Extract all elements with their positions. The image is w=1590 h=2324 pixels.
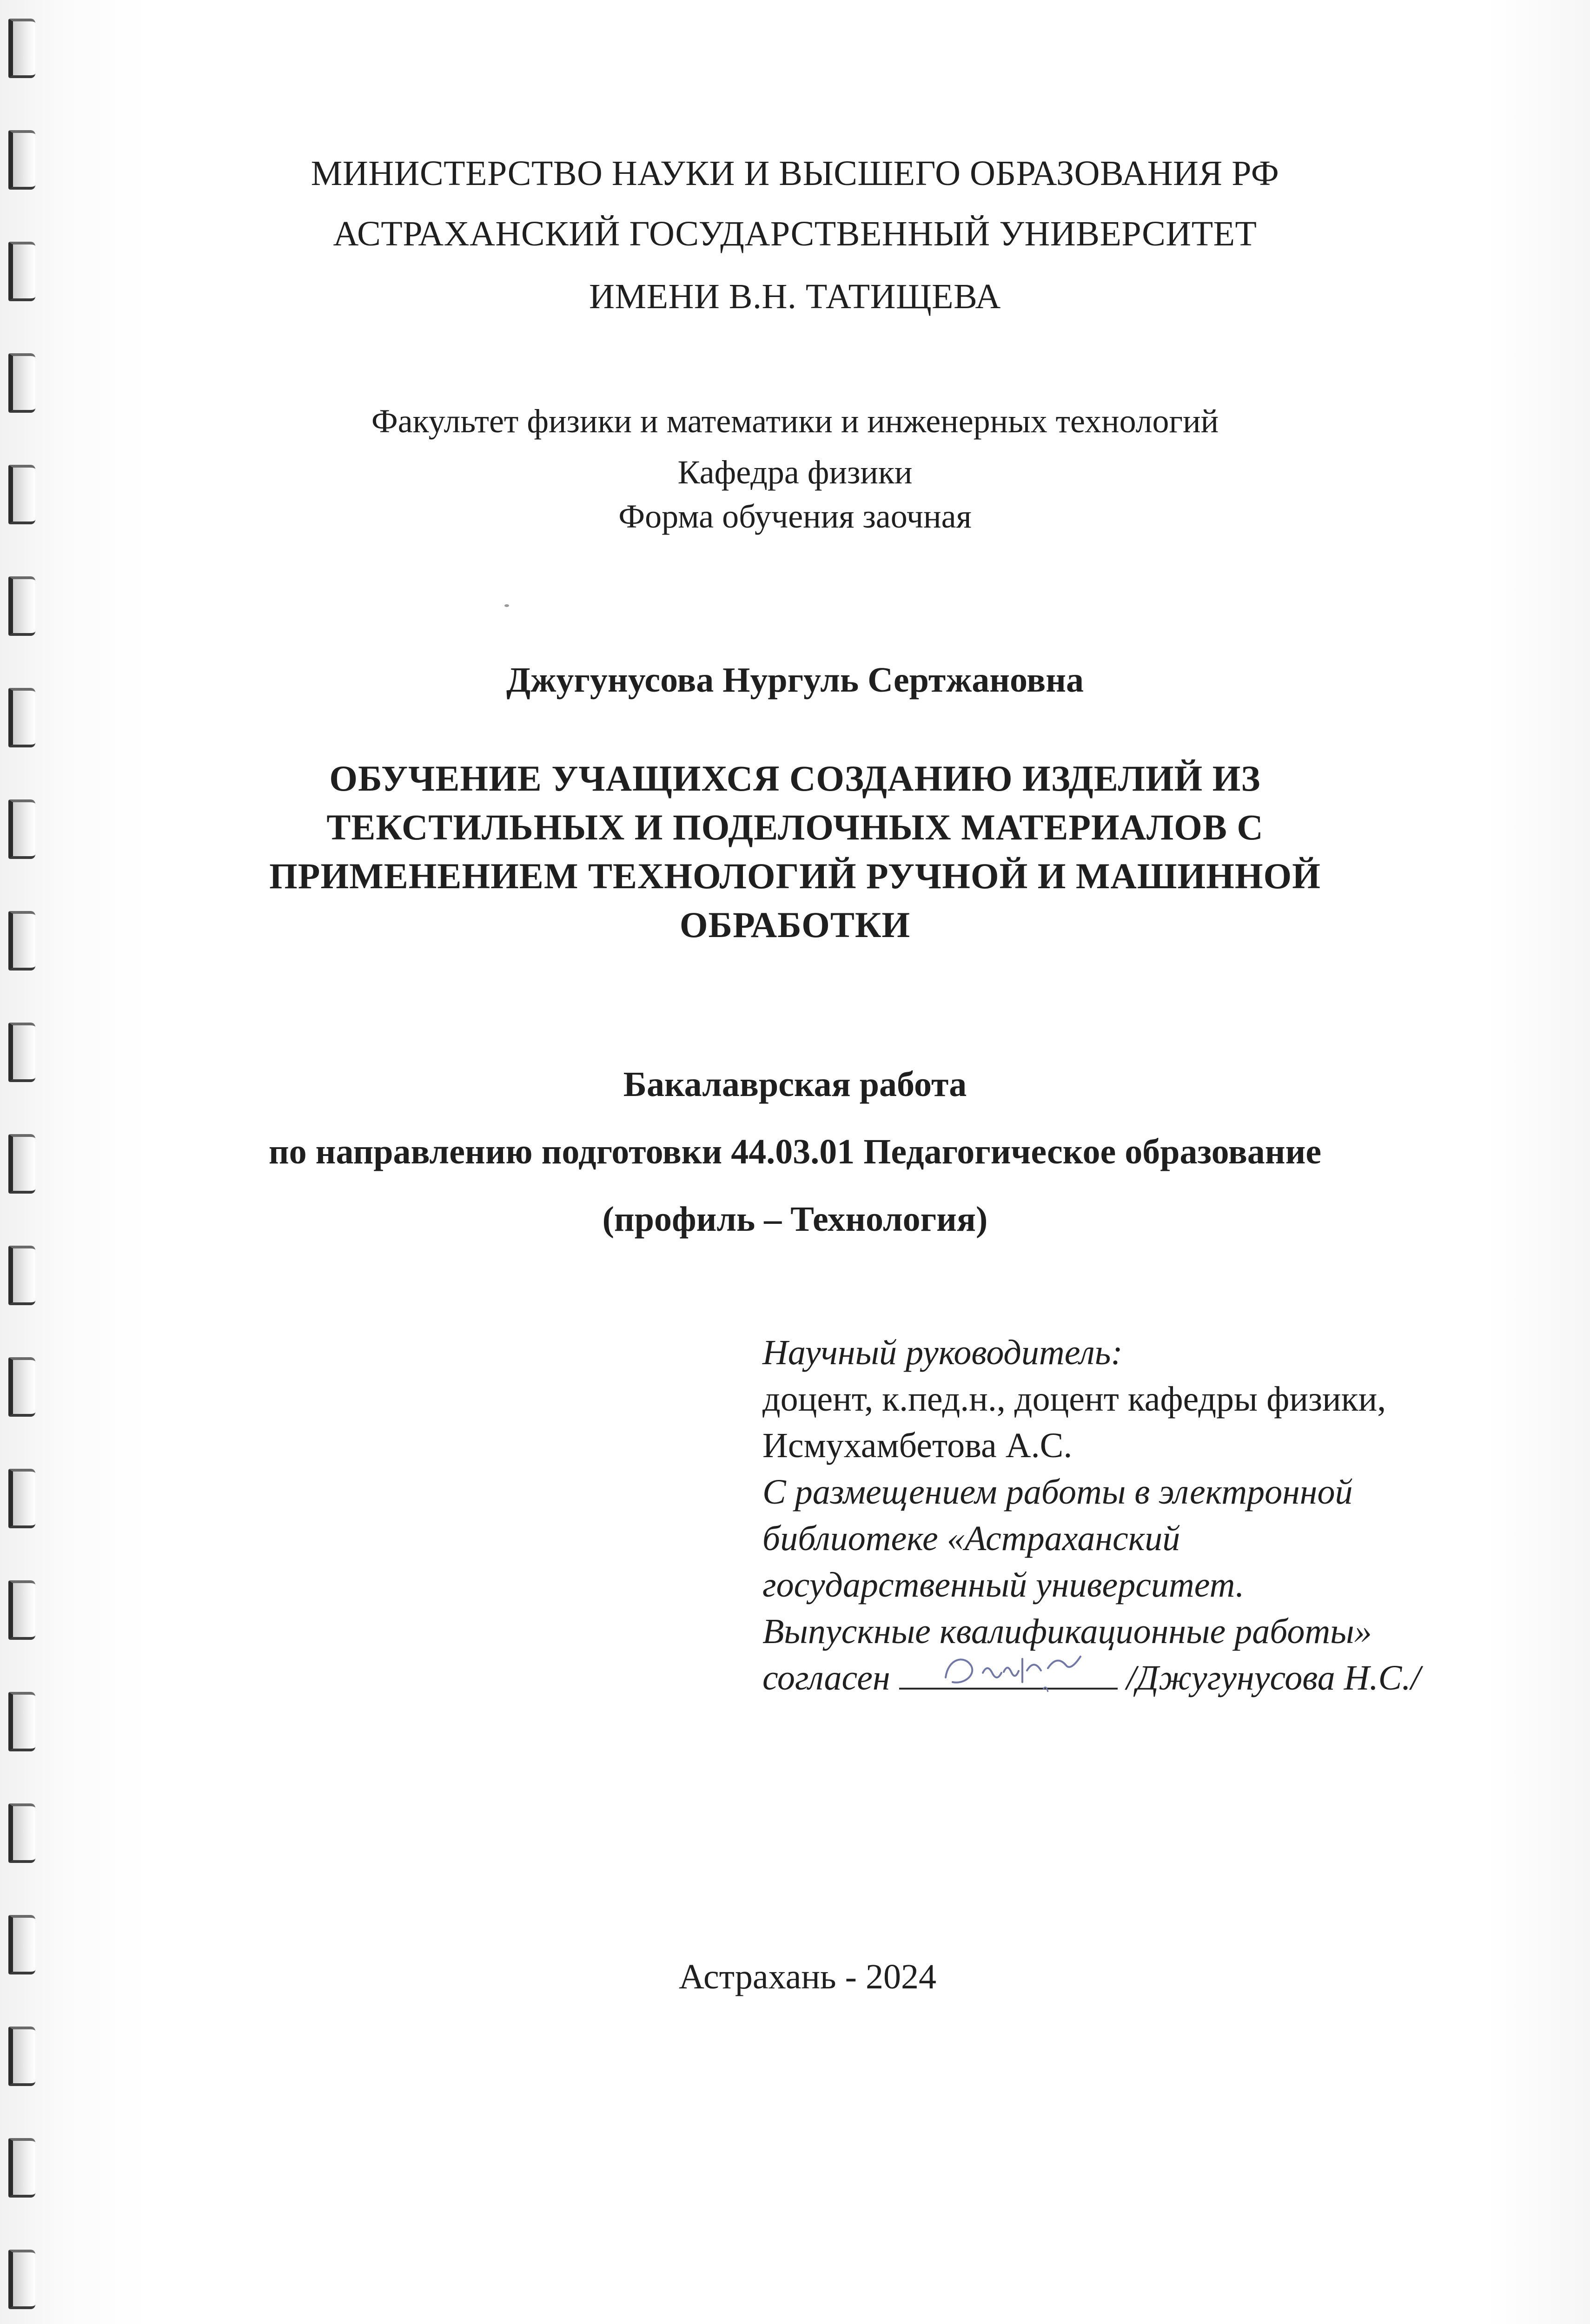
binding-ring xyxy=(8,576,35,636)
consent-line-2: библиотеке «Астраханский xyxy=(762,1519,1180,1558)
binding-ring xyxy=(8,2027,35,2086)
binding-ring xyxy=(8,19,35,78)
supervisor-position: доцент, к.пед.н., доцент кафедры физики, xyxy=(762,1380,1386,1419)
binding-ring xyxy=(8,1580,35,1640)
thesis-title-line-3: ПРИМЕНЕНИЕМ ТЕХНОЛОГИЙ РУЧНОЙ И МАШИННОЙ xyxy=(269,856,1321,896)
supervisor-name: Исмухамбетова А.С. xyxy=(762,1426,1073,1465)
ministry-line: МИНИСТЕРСТВО НАУКИ И ВЫСШЕГО ОБРАЗОВАНИЯ РФ xyxy=(311,154,1279,193)
work-profile: (профиль – Технология) xyxy=(602,1200,988,1239)
handwritten-signature xyxy=(927,1645,1094,1701)
consent-signer: /Джугунусова Н.С./ xyxy=(1126,1658,1421,1697)
binding-ring xyxy=(8,1915,35,1974)
author-name: Джугунусова Нургуль Сертжановна xyxy=(506,660,1084,700)
supervisor-block xyxy=(762,1329,1553,1701)
work-direction: по направлению подготовки 44.03.01 Педагогическое образование xyxy=(268,1132,1322,1171)
consent-line-3: государственный университет. xyxy=(762,1565,1245,1604)
study-form-line: Форма обучения заочная xyxy=(618,498,972,535)
supervisor-label: Научный руководитель: xyxy=(762,1333,1123,1372)
thesis-title-line-4: ОБРАБОТКИ xyxy=(679,905,911,945)
signature-field xyxy=(899,1659,1118,1690)
binding-ring xyxy=(8,2250,35,2309)
university-line: АСТРАХАНСКИЙ ГОСУДАРСТВЕННЫЙ УНИВЕРСИТЕТ xyxy=(333,214,1257,253)
binding-ring xyxy=(8,1692,35,1751)
binding-ring xyxy=(8,1357,35,1417)
department-line: Кафедра физики xyxy=(677,454,913,491)
thesis-title-line-1: ОБУЧЕНИЕ УЧАЩИХСЯ СОЗДАНИЮ ИЗДЕЛИЙ ИЗ xyxy=(329,758,1261,799)
faculty-line: Факультет физики и математики и инженерных технологий xyxy=(371,403,1219,440)
work-type: Бакалаврская работа xyxy=(623,1065,967,1104)
consent-agree-word: согласен xyxy=(762,1658,890,1697)
consent-line-4: Выпускные квалификационные работы» xyxy=(762,1612,1372,1651)
university-name-line: ИМЕНИ В.Н. ТАТИЩЕВА xyxy=(589,277,1001,316)
binding-ring xyxy=(8,2138,35,2198)
thesis-title-line-2: ТЕКСТИЛЬНЫХ И ПОДЕЛОЧНЫХ МАТЕРИАЛОВ С xyxy=(326,807,1264,847)
scan-speck xyxy=(504,604,509,607)
binding-ring xyxy=(8,1803,35,1863)
consent-signature-line xyxy=(762,1655,1553,1701)
binding-ring xyxy=(8,1469,35,1528)
city-year: Астрахань - 2024 xyxy=(679,1957,936,1996)
consent-line-1: С размещением работы в электронной xyxy=(762,1472,1353,1512)
binding-ring xyxy=(8,1246,35,1305)
